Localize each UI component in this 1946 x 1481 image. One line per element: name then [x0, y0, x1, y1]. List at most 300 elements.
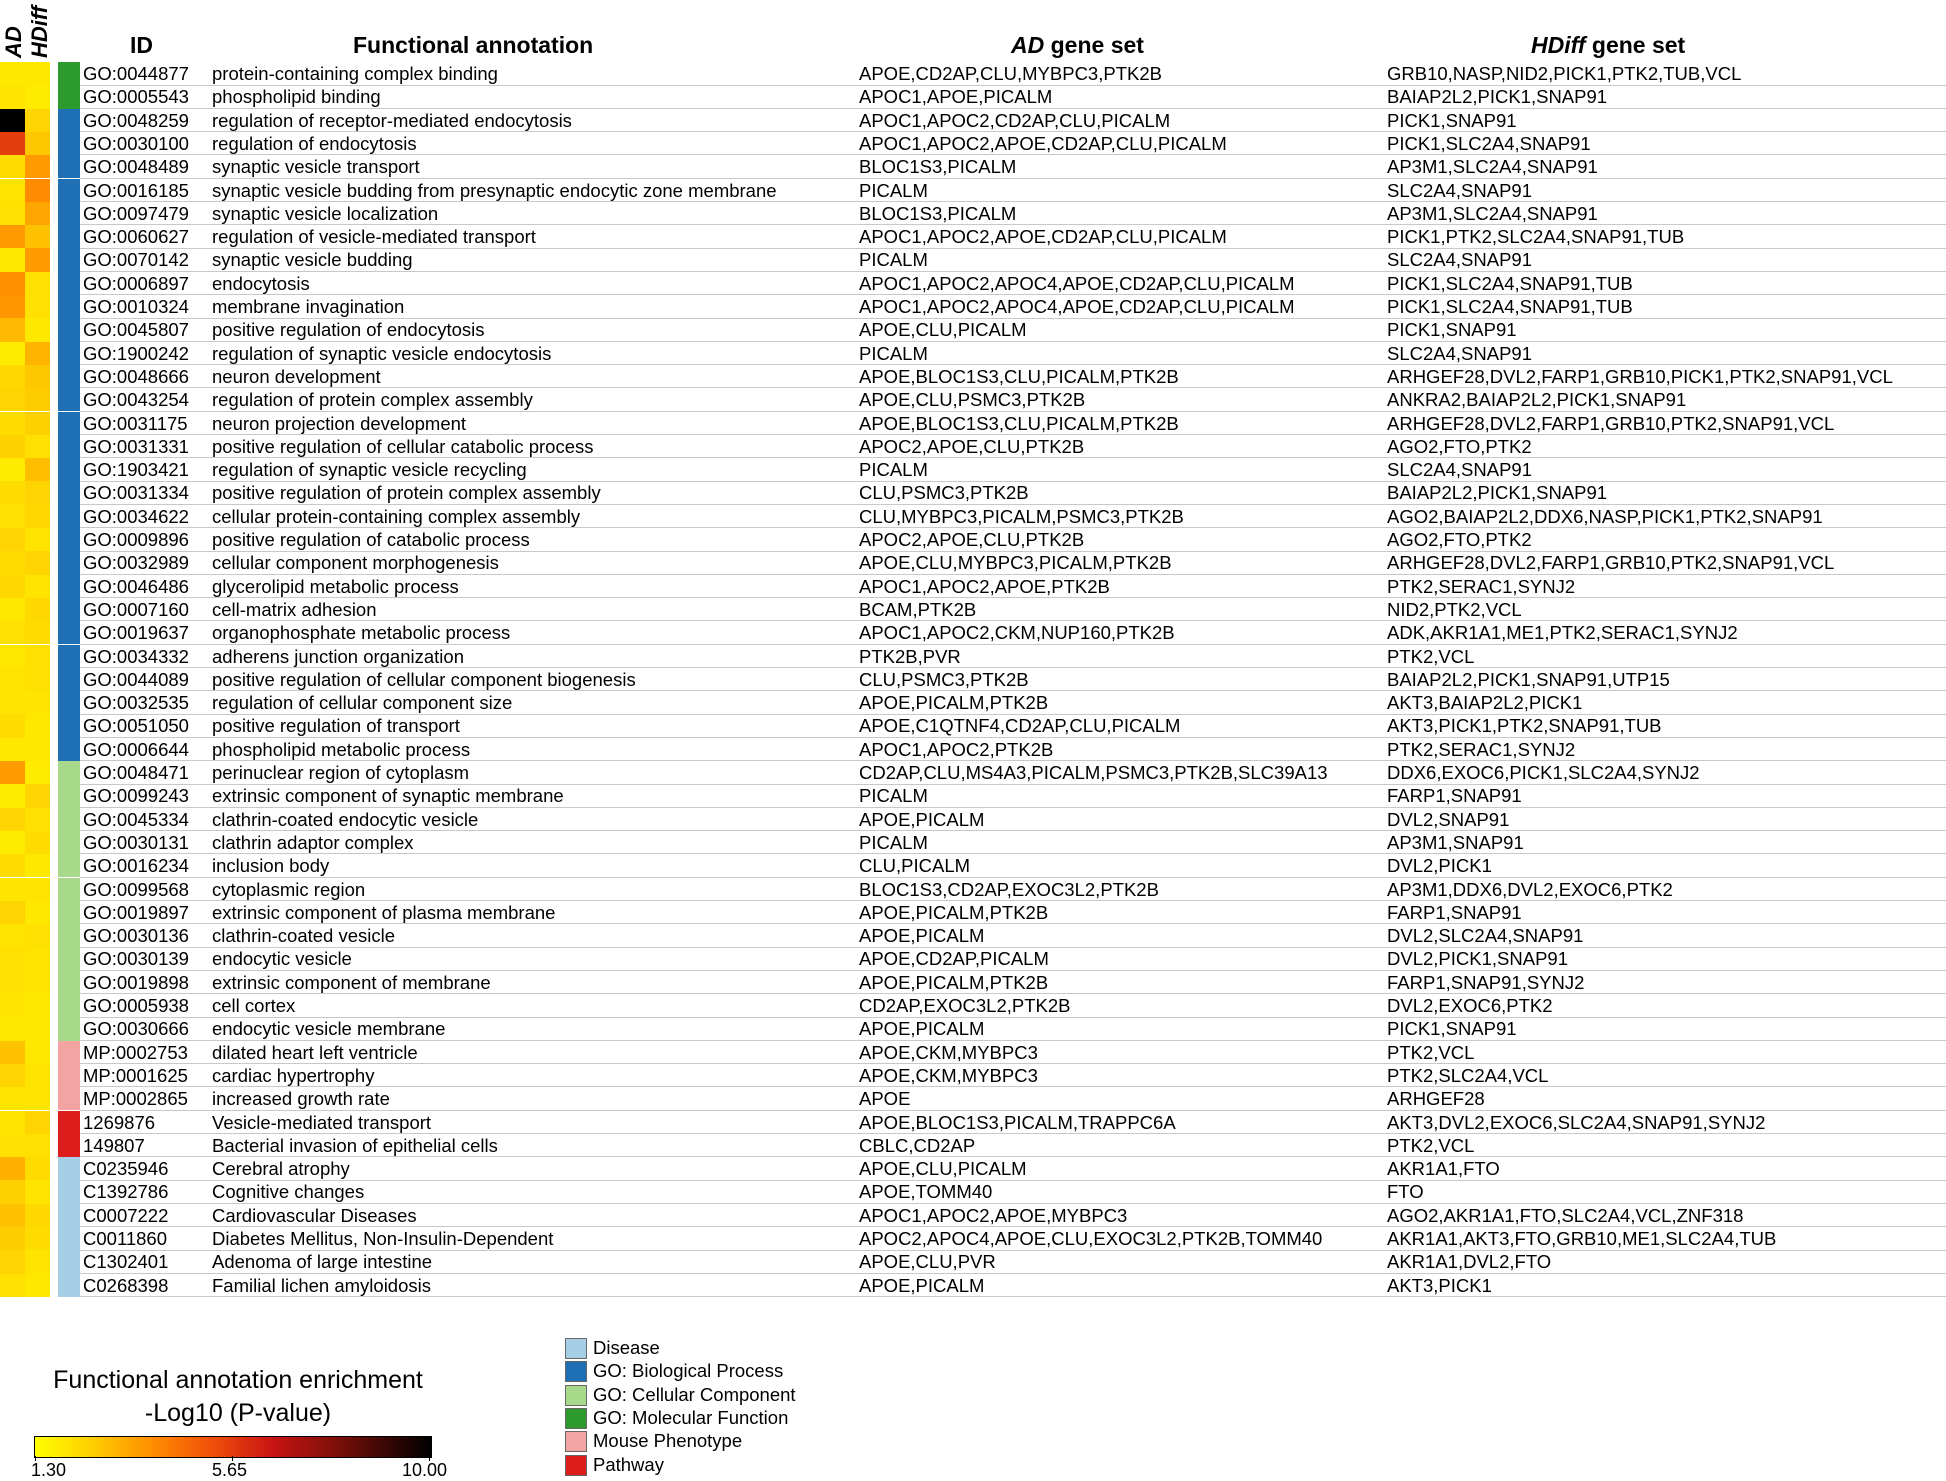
annotation-name: endocytic vesicle membrane — [212, 1018, 446, 1040]
heatmap-cell-hdiff — [25, 808, 50, 831]
category-strip-cell — [58, 1134, 80, 1157]
table-row — [0, 784, 1946, 807]
annotation-name: neuron development — [212, 365, 381, 387]
heatmap-cell-hdiff — [25, 1064, 50, 1087]
annotation-name: organophosphate metabolic process — [212, 622, 511, 644]
category-strip-cell — [58, 1227, 80, 1250]
ad-gene-list: PTK2B,PVR — [859, 645, 961, 667]
table-row — [0, 132, 1946, 155]
annotation-name: positive regulation of cellular component biogenesis — [212, 668, 636, 690]
table-row — [0, 295, 1946, 318]
ad-gene-list: APOC1,APOC2,APOC4,APOE,CD2AP,CLU,PICALM — [859, 272, 1295, 294]
category-strip-cell — [58, 854, 80, 877]
category-strip-cell — [58, 528, 80, 551]
legend-swatch — [565, 1338, 587, 1359]
annotation-name: Cognitive changes — [212, 1181, 365, 1203]
heatmap-cell-hdiff — [25, 1087, 50, 1110]
annotation-name: Familial lichen amyloidosis — [212, 1274, 431, 1296]
heatmap-cell-ad — [0, 272, 25, 295]
ad-gene-list: BCAM,PTK2B — [859, 598, 977, 620]
annotation-id: GO:1900242 — [83, 342, 189, 364]
annotation-name: neuron projection development — [212, 412, 467, 434]
heatmap-cell-hdiff — [25, 1017, 50, 1040]
annotation-id: GO:0032535 — [83, 692, 189, 714]
ad-gene-list: APOE,PICALM — [859, 1018, 985, 1040]
annotation-name: cell-matrix adhesion — [212, 598, 377, 620]
annotation-name: positive regulation of cellular catabolic process — [212, 435, 594, 457]
category-strip-cell — [58, 924, 80, 947]
annotation-id: 149807 — [83, 1134, 145, 1156]
hdiff-gene-list: AKT3,PICK1 — [1387, 1274, 1492, 1296]
annotation-name: synaptic vesicle budding — [212, 249, 413, 271]
annotation-name: regulation of protein complex assembly — [212, 389, 533, 411]
table-row — [0, 179, 1946, 202]
table-row — [0, 109, 1946, 132]
heatmap-cell-ad — [0, 831, 25, 854]
annotation-id: GO:0030139 — [83, 948, 189, 970]
hdiff-gene-list: AP3M1,SNAP91 — [1387, 831, 1524, 853]
ad-gene-list: CLU,PSMC3,PTK2B — [859, 482, 1029, 504]
annotation-id: MP:0002865 — [83, 1088, 188, 1110]
heatmap-cell-ad — [0, 575, 25, 598]
table-row — [0, 62, 1946, 85]
colorbar-tick-max: 10.00 — [402, 1460, 448, 1480]
annotation-name: dilated heart left ventricle — [212, 1041, 418, 1063]
annotation-name: synaptic vesicle budding from presynaptic endocytic zone membrane — [212, 179, 777, 201]
category-strip-cell — [58, 435, 80, 458]
hdiff-gene-list: PTK2,VCL — [1387, 645, 1475, 667]
row-divider — [80, 1296, 1946, 1297]
ad-gene-list: PICALM — [859, 249, 928, 271]
category-strip-cell — [58, 1250, 80, 1273]
table-row — [0, 1227, 1946, 1250]
heatmap-cell-ad — [0, 598, 25, 621]
category-strip-cell — [58, 714, 80, 737]
heatmap-cell-ad — [0, 505, 25, 528]
annotation-id: GO:0046486 — [83, 575, 189, 597]
table-row — [0, 621, 1946, 644]
colorbar-title-line1: Functional annotation enrichment — [53, 1366, 423, 1394]
annotation-id: GO:0099568 — [83, 878, 189, 900]
hdiff-gene-list: SLC2A4,SNAP91 — [1387, 459, 1533, 481]
hdiff-gene-list: PICK1,SNAP91 — [1387, 1018, 1517, 1040]
ad-gene-list: APOE,PICALM — [859, 1274, 985, 1296]
category-strip-cell — [58, 575, 80, 598]
ad-gene-list: PICALM — [859, 785, 928, 807]
legend-label: Pathway — [593, 1453, 664, 1475]
heatmap-cell-hdiff — [25, 575, 50, 598]
heatmap-cell-ad — [0, 342, 25, 365]
colorbar-title-line2: -Log10 (P-value) — [144, 1399, 332, 1427]
legend-swatch — [565, 1385, 587, 1406]
heatmap-cell-hdiff — [25, 85, 50, 108]
colorbar — [34, 1436, 432, 1458]
category-strip-cell — [58, 551, 80, 574]
hdiff-gene-list: FARP1,SNAP91 — [1387, 901, 1522, 923]
category-strip-cell — [58, 295, 80, 318]
hdiff-gene-list: ARHGEF28 — [1387, 1088, 1485, 1110]
heatmap-cell-hdiff — [25, 761, 50, 784]
heatmap-cell-hdiff — [25, 1157, 50, 1180]
heatmap-cell-ad — [0, 551, 25, 574]
annotation-id: C1302401 — [83, 1251, 169, 1273]
heatmap-cell-ad — [0, 1017, 25, 1040]
annotation-id: GO:0031331 — [83, 435, 189, 457]
annotation-id: C1392786 — [83, 1181, 169, 1203]
ad-gene-list: APOC2,APOE,CLU,PTK2B — [859, 529, 1085, 550]
table-row — [0, 318, 1946, 341]
table-row — [0, 412, 1946, 435]
hdiff-gene-list: SLC2A4,SNAP91 — [1387, 249, 1533, 271]
heatmap-cell-hdiff — [25, 1041, 50, 1064]
heatmap-cell-ad — [0, 109, 25, 132]
table-row — [0, 155, 1946, 178]
heatmap-cell-hdiff — [25, 481, 50, 504]
hdiff-gene-list: PICK1,SLC2A4,SNAP91,TUB — [1387, 272, 1633, 294]
hdiff-gene-list: PTK2,SERAC1,SYNJ2 — [1387, 738, 1576, 760]
heatmap-cell-hdiff — [25, 878, 50, 901]
annotation-name: positive regulation of transport — [212, 715, 460, 737]
hdiff-gene-list: ARHGEF28,DVL2,FARP1,GRB10,PTK2,SNAP91,VCL — [1387, 412, 1835, 434]
ad-gene-list: APOE,CLU,PVR — [859, 1251, 996, 1273]
heatmap-cell-hdiff — [25, 179, 50, 202]
category-strip-cell — [58, 947, 80, 970]
annotation-id: GO:0019637 — [83, 622, 189, 644]
annotation-id: GO:0034332 — [83, 645, 189, 667]
annotation-id: GO:0043254 — [83, 389, 189, 411]
heatmap-cell-hdiff — [25, 435, 50, 458]
hdiff-column-header: HDiff — [27, 5, 52, 58]
hdiff-gene-list: AGO2,AKR1A1,FTO,SLC2A4,VCL,ZNF318 — [1387, 1204, 1744, 1226]
ad-gene-list: APOE,PICALM,PTK2B — [859, 901, 1049, 923]
hdiff-gene-list: DVL2,SNAP91 — [1387, 808, 1510, 830]
hdiff-gene-list: AGO2,FTO,PTK2 — [1387, 435, 1532, 457]
heatmap-cell-hdiff — [25, 202, 50, 225]
heatmap-cell-hdiff — [25, 645, 50, 668]
table-row — [0, 85, 1946, 108]
ad-gene-set-header — [1011, 32, 1144, 58]
annotation-name: extrinsic component of plasma membrane — [212, 901, 556, 923]
table-row — [0, 202, 1946, 225]
id-header: ID — [130, 32, 153, 58]
legend-swatch — [565, 1361, 587, 1382]
annotation-header: Functional annotation — [353, 32, 594, 58]
annotation-id: GO:0030136 — [83, 925, 189, 947]
table-row — [0, 1134, 1946, 1157]
heatmap-cell-ad — [0, 854, 25, 877]
ad-gene-list: APOE,PICALM,PTK2B — [859, 692, 1049, 714]
ad-gene-list: APOC1,APOC2,APOE,PTK2B — [859, 575, 1110, 597]
annotation-id: C0268398 — [83, 1274, 169, 1296]
hdiff-gene-list: PICK1,SLC2A4,SNAP91 — [1387, 132, 1591, 154]
table-row — [0, 1180, 1946, 1203]
category-strip-cell — [58, 668, 80, 691]
ad-gene-list: APOE,BLOC1S3,CLU,PICALM,PTK2B — [859, 412, 1179, 434]
heatmap-cell-ad — [0, 388, 25, 411]
table-row — [0, 598, 1946, 621]
hdiff-gene-list: AKT3,BAIAP2L2,PICK1 — [1387, 692, 1583, 714]
annotation-id: 1269876 — [83, 1111, 156, 1133]
annotation-name: clathrin-coated endocytic vesicle — [212, 808, 479, 830]
category-strip-cell — [58, 1017, 80, 1040]
hdiff-gene-list: PICK1,SNAP91 — [1387, 319, 1517, 341]
ad-gene-list: APOC1,APOC2,CD2AP,CLU,PICALM — [859, 109, 1171, 131]
category-strip-cell — [58, 784, 80, 807]
ad-gene-list: APOE,PICALM,PTK2B — [859, 971, 1049, 993]
category-strip-cell — [58, 505, 80, 528]
category-strip-cell — [58, 248, 80, 271]
hdiff-gene-set-header-rest: gene set — [1585, 32, 1686, 58]
annotation-name: Adenoma of large intestine — [212, 1251, 433, 1273]
ad-gene-set-header-italic: AD — [1011, 32, 1045, 58]
heatmap-cell-ad — [0, 1180, 25, 1203]
ad-gene-list: CLU,MYBPC3,PICALM,PSMC3,PTK2B — [859, 505, 1184, 527]
annotation-name: cellular component morphogenesis — [212, 552, 499, 574]
ad-gene-list: APOE,BLOC1S3,CLU,PICALM,PTK2B — [859, 365, 1179, 387]
ad-column-header: AD — [1, 26, 26, 58]
legend-swatch — [565, 1431, 587, 1452]
annotation-id: GO:0044877 — [83, 63, 189, 84]
table-row — [0, 458, 1946, 481]
category-strip-cell — [58, 1180, 80, 1203]
table-row — [0, 878, 1946, 901]
category-strip-cell — [58, 691, 80, 714]
heatmap-cell-ad — [0, 1157, 25, 1180]
heatmap-cell-hdiff — [25, 1180, 50, 1203]
heatmap-cell-ad — [0, 295, 25, 318]
annotation-name: clathrin adaptor complex — [212, 831, 414, 853]
ad-gene-list: PICALM — [859, 459, 928, 481]
ad-gene-list: APOE,CKM,MYBPC3 — [859, 1064, 1038, 1086]
hdiff-gene-list: FTO — [1387, 1181, 1424, 1203]
heatmap-cell-ad — [0, 528, 25, 551]
hdiff-gene-list: GRB10,NASP,NID2,PICK1,PTK2,TUB,VCL — [1387, 63, 1742, 84]
table-row — [0, 388, 1946, 411]
annotation-id: GO:0048471 — [83, 762, 189, 783]
category-strip-cell — [58, 272, 80, 295]
hdiff-gene-list: AKR1A1,AKT3,FTO,GRB10,ME1,SLC2A4,TUB — [1387, 1228, 1777, 1249]
annotation-id: GO:0019898 — [83, 971, 189, 993]
heatmap-cell-hdiff — [25, 412, 50, 435]
hdiff-gene-list: PICK1,SLC2A4,SNAP91,TUB — [1387, 296, 1633, 317]
hdiff-gene-list: AGO2,FTO,PTK2 — [1387, 529, 1532, 550]
annotation-name: clathrin-coated vesicle — [212, 925, 396, 947]
heatmap-cell-hdiff — [25, 738, 50, 761]
category-strip-cell — [58, 1087, 80, 1110]
annotation-id: GO:0031334 — [83, 482, 189, 504]
table-row — [0, 738, 1946, 761]
hdiff-gene-list: PICK1,PTK2,SLC2A4,SNAP91,TUB — [1387, 226, 1685, 248]
category-strip-cell — [58, 62, 80, 85]
annotation-id: C0235946 — [83, 1158, 169, 1180]
heatmap-cell-ad — [0, 155, 25, 178]
ad-gene-list: APOE,CLU,PSMC3,PTK2B — [859, 389, 1086, 411]
annotation-name: positive regulation of protein complex assembly — [212, 482, 601, 504]
legend-label: GO: Biological Process — [593, 1360, 784, 1382]
table-row — [0, 714, 1946, 737]
annotation-id: GO:0030100 — [83, 132, 189, 154]
annotation-id: GO:0045807 — [83, 319, 189, 341]
hdiff-gene-list: PTK2,VCL — [1387, 1041, 1475, 1063]
annotation-name: Cerebral atrophy — [212, 1158, 350, 1180]
heatmap-cell-hdiff — [25, 225, 50, 248]
ad-gene-list: APOC2,APOE,CLU,PTK2B — [859, 435, 1085, 457]
annotation-name: perinuclear region of cytoplasm — [212, 762, 470, 783]
annotation-name: positive regulation of catabolic process — [212, 529, 530, 550]
heatmap-cell-hdiff — [25, 971, 50, 994]
ad-gene-list: APOC1,APOC2,APOE,CD2AP,CLU,PICALM — [859, 132, 1227, 154]
heatmap-cell-hdiff — [25, 784, 50, 807]
annotation-id: MP:0002753 — [83, 1041, 188, 1063]
category-strip-cell — [58, 761, 80, 784]
hdiff-gene-list: DVL2,SLC2A4,SNAP91 — [1387, 925, 1584, 947]
hdiff-gene-list: PTK2,VCL — [1387, 1134, 1475, 1156]
heatmap-cell-ad — [0, 225, 25, 248]
ad-gene-list: APOC1,APOC2,APOE,MYBPC3 — [859, 1204, 1128, 1226]
hdiff-gene-list: DDX6,EXOC6,PICK1,SLC2A4,SYNJ2 — [1387, 762, 1700, 783]
hdiff-gene-list: ARHGEF28,DVL2,FARP1,GRB10,PTK2,SNAP91,VCL — [1387, 552, 1835, 574]
table-row — [0, 645, 1946, 668]
heatmap-cell-hdiff — [25, 947, 50, 970]
heatmap-cell-hdiff — [25, 714, 50, 737]
table-row — [0, 1204, 1946, 1227]
heatmap-cell-hdiff — [25, 132, 50, 155]
annotation-name: cellular protein-containing complex assembly — [212, 505, 581, 527]
category-strip-cell — [58, 412, 80, 435]
annotation-id: GO:0060627 — [83, 226, 189, 248]
heatmap-cell-ad — [0, 1134, 25, 1157]
legend-label: Mouse Phenotype — [593, 1430, 743, 1452]
heatmap-cell-ad — [0, 971, 25, 994]
heatmap-cell-hdiff — [25, 248, 50, 271]
hdiff-gene-list: PTK2,SERAC1,SYNJ2 — [1387, 575, 1576, 597]
heatmap-cell-hdiff — [25, 621, 50, 644]
heatmap-cell-ad — [0, 924, 25, 947]
hdiff-gene-list: AP3M1,DDX6,DVL2,EXOC6,PTK2 — [1387, 878, 1673, 900]
heatmap-cell-hdiff — [25, 1250, 50, 1273]
heatmap-cell-ad — [0, 365, 25, 388]
heatmap-cell-hdiff — [25, 598, 50, 621]
heatmap-cell-ad — [0, 901, 25, 924]
annotation-id: GO:0030131 — [83, 831, 189, 853]
annotation-id: GO:0044089 — [83, 668, 189, 690]
ad-gene-list: APOE,PICALM — [859, 925, 985, 947]
annotation-name: Diabetes Mellitus, Non-Insulin-Dependent — [212, 1228, 554, 1249]
ad-gene-list: CBLC,CD2AP — [859, 1134, 976, 1156]
heatmap-cell-hdiff — [25, 924, 50, 947]
hdiff-gene-list: AGO2,BAIAP2L2,DDX6,NASP,PICK1,PTK2,SNAP91 — [1387, 505, 1823, 527]
ad-gene-list: APOE,CLU,MYBPC3,PICALM,PTK2B — [859, 552, 1172, 574]
legend-label: Disease — [593, 1337, 660, 1358]
ad-gene-list: APOE,CD2AP,PICALM — [859, 948, 1049, 970]
heatmap-cell-hdiff — [25, 109, 50, 132]
heatmap-cell-ad — [0, 1064, 25, 1087]
table-row — [0, 575, 1946, 598]
annotation-name: positive regulation of endocytosis — [212, 319, 485, 341]
annotation-name: regulation of cellular component size — [212, 692, 513, 714]
annotation-id: GO:0099243 — [83, 785, 189, 807]
table-row — [0, 761, 1946, 784]
heatmap-cell-hdiff — [25, 272, 50, 295]
annotation-id: GO:0070142 — [83, 249, 189, 271]
table-row — [0, 248, 1946, 271]
heatmap-cell-ad — [0, 691, 25, 714]
ad-gene-list: APOE,CLU,PICALM — [859, 319, 1027, 341]
heatmap-cell-hdiff — [25, 691, 50, 714]
hdiff-gene-set-header-italic: HDiff — [1531, 32, 1586, 58]
heatmap-cell-hdiff — [25, 365, 50, 388]
annotation-name: cardiac hypertrophy — [212, 1064, 375, 1086]
hdiff-gene-list: AKR1A1,FTO — [1387, 1158, 1500, 1180]
table-row — [0, 831, 1946, 854]
table-row — [0, 1111, 1946, 1134]
table-row — [0, 1250, 1946, 1273]
heatmap-cell-ad — [0, 1087, 25, 1110]
annotation-name: protein-containing complex binding — [212, 63, 498, 84]
annotation-name: extrinsic component of membrane — [212, 971, 491, 993]
annotation-id: GO:0005938 — [83, 995, 189, 1016]
hdiff-gene-list: AP3M1,SLC2A4,SNAP91 — [1387, 202, 1598, 224]
category-strip-cell — [58, 1157, 80, 1180]
ad-gene-list: BLOC1S3,CD2AP,EXOC3L2,PTK2B — [859, 878, 1159, 900]
heatmap-cell-hdiff — [25, 342, 50, 365]
heatmap-cell-hdiff — [25, 318, 50, 341]
hdiff-gene-list: AKR1A1,DVL2,FTO — [1387, 1251, 1552, 1273]
heatmap-cell-ad — [0, 714, 25, 737]
heatmap-cell-hdiff — [25, 1111, 50, 1134]
annotation-name: extrinsic component of synaptic membrane — [212, 785, 564, 807]
annotation-id: C0011860 — [83, 1228, 168, 1249]
ad-gene-list: APOE,C1QTNF4,CD2AP,CLU,PICALM — [859, 715, 1181, 737]
ad-gene-list: CD2AP,CLU,MS4A3,PICALM,PSMC3,PTK2B,SLC39A13 — [859, 762, 1328, 783]
hdiff-gene-list: AP3M1,SLC2A4,SNAP91 — [1387, 156, 1598, 178]
heatmap-cell-ad — [0, 738, 25, 761]
heatmap-cell-ad — [0, 132, 25, 155]
heatmap-cell-ad — [0, 1204, 25, 1227]
annotation-id: GO:0051050 — [83, 715, 189, 737]
table-row — [0, 528, 1946, 551]
annotation-id: C0007222 — [83, 1204, 169, 1226]
ad-gene-list: APOE,CLU,PICALM — [859, 1158, 1027, 1180]
heatmap-cell-hdiff — [25, 854, 50, 877]
heatmap-cell-ad — [0, 248, 25, 271]
annotation-name: regulation of receptor-mediated endocytosis — [212, 109, 572, 131]
category-strip-cell — [58, 621, 80, 644]
category-strip-cell — [58, 1204, 80, 1227]
table-row — [0, 947, 1946, 970]
table-row — [0, 1017, 1946, 1040]
legend-swatch — [565, 1455, 587, 1476]
category-strip-cell — [58, 85, 80, 108]
ad-gene-set-header-rest: gene set — [1044, 32, 1144, 58]
annotation-id: GO:0030666 — [83, 1018, 189, 1040]
heatmap-cell-ad — [0, 1041, 25, 1064]
hdiff-gene-list: FARP1,SNAP91,SYNJ2 — [1387, 971, 1585, 993]
annotation-id: GO:0048489 — [83, 156, 189, 178]
annotation-name: cell cortex — [212, 995, 296, 1016]
heatmap-cell-hdiff — [25, 62, 50, 85]
heatmap-cell-hdiff — [25, 388, 50, 411]
heatmap-cell-ad — [0, 947, 25, 970]
annotation-name: phospholipid binding — [212, 86, 381, 108]
heatmap-cell-hdiff — [25, 1134, 50, 1157]
category-strip-cell — [58, 458, 80, 481]
category-strip-cell — [58, 179, 80, 202]
heatmap-cell-ad — [0, 412, 25, 435]
table-row — [0, 994, 1946, 1017]
ad-gene-list: APOE,TOMM40 — [859, 1181, 993, 1203]
table-row — [0, 505, 1946, 528]
